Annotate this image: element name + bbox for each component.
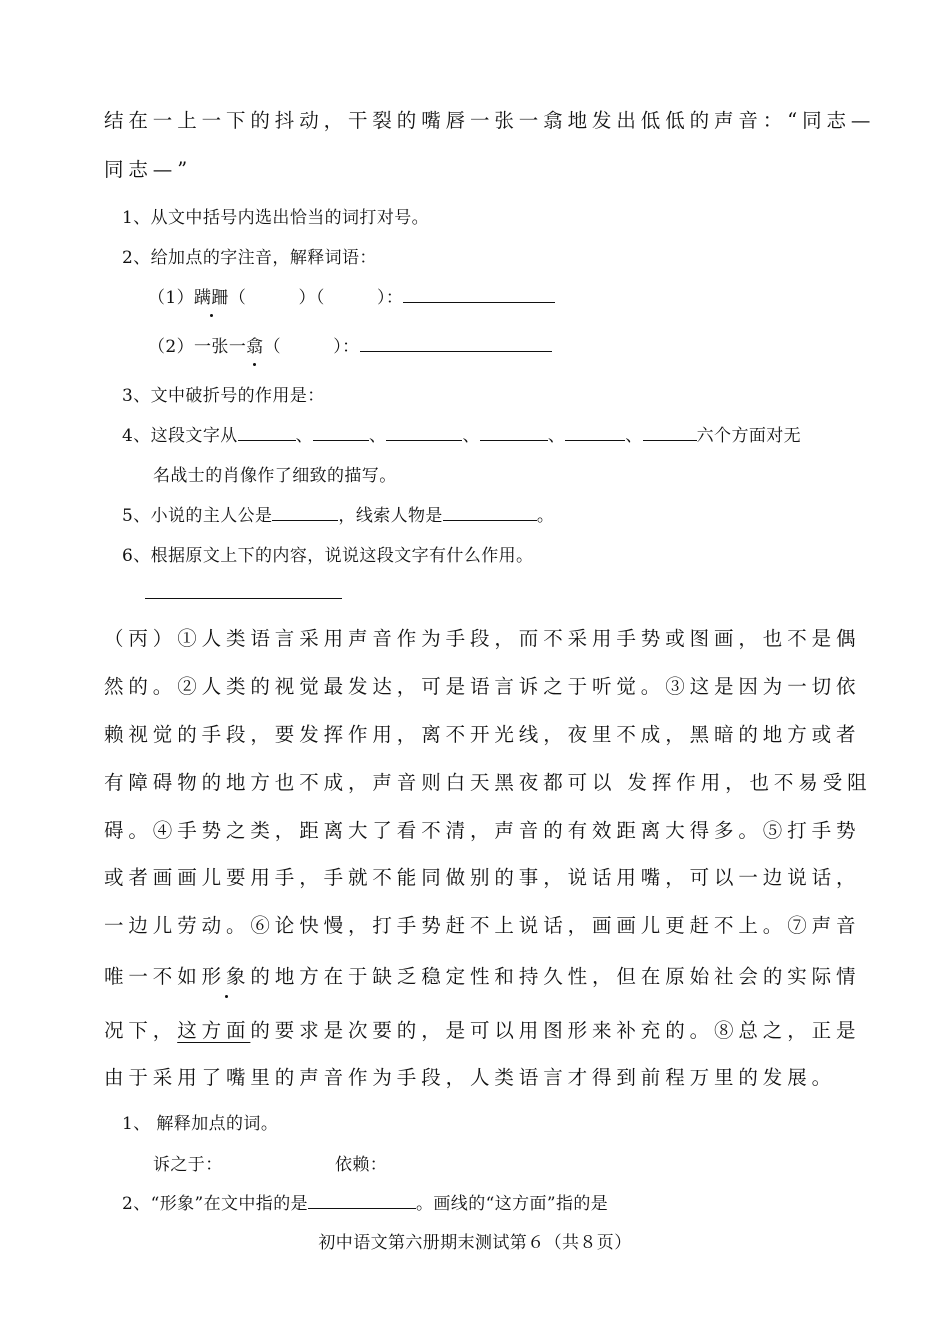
page-footer: 初中语文第六册期末测试第６（共８页） xyxy=(318,1233,632,1253)
answer-blank xyxy=(565,422,625,441)
passage-line: （丙）①人类语言采用声音作为手段，而不采用手势或图画，也不是偶 xyxy=(104,627,861,650)
question-1: 1、从文中括号内选出恰当的词打对号。 xyxy=(122,208,430,228)
passage-line: 赖视觉的手段，要发挥作用，离不开光线，夜里不成，黑暗的地方或者 xyxy=(104,723,861,746)
answer-blank xyxy=(360,333,552,352)
answer-blank xyxy=(643,422,697,441)
passage-line: 或者画画儿要用手，手就不能同做别的事，说话用嘴，可以一边说话， xyxy=(104,866,861,889)
question-3: 3、文中破折号的作用是： xyxy=(122,386,325,406)
answer-blank xyxy=(403,284,555,303)
question-2-item-2: （2）一张一翕（ ）： xyxy=(148,332,552,357)
bing-question-1-term-a: 诉之于： xyxy=(153,1155,223,1175)
question-2-item-1: （1）蹒跚（ ）（ ）： xyxy=(148,283,555,308)
dotted-char: 翕 xyxy=(246,332,263,357)
passage-line: 结在一上一下的抖动，干裂的嘴唇一张一翕地发出低低的声音：“同志— xyxy=(104,109,876,132)
dotted-word: 形象 xyxy=(202,961,251,989)
answer-blank xyxy=(238,422,296,441)
dotted-word: 蹒跚 xyxy=(194,283,229,308)
passage-line: 有障碍物的地方也不成，声音则白天黑夜都可以 发挥作用，也不易受阻 xyxy=(104,771,872,794)
passage-line: 碍。④手势之类，距离大了看不清，声音的有效距离大得多。⑤打手势 xyxy=(104,819,861,842)
answer-blank xyxy=(443,502,537,521)
passage-line: 同志—” xyxy=(104,158,193,181)
answer-blank xyxy=(272,502,338,521)
answer-line xyxy=(145,598,342,599)
passage-line: 由于采用了嘴里的声音作为手段，人类语言才得到前程万里的发展。 xyxy=(104,1066,837,1089)
answer-blank xyxy=(386,422,462,441)
bing-question-2: 2、“形象”在文中指的是 。画线的“这方面”指的是 xyxy=(122,1189,608,1214)
underlined-phrase: 这方面 xyxy=(177,1019,251,1042)
passage-line: 一边儿劳动。⑥论快慢，打手势赶不上说话，画画儿更赶不上。⑦声音 xyxy=(104,914,861,937)
question-6: 6、根据原文上下的内容，说说这段文字有什么作用。 xyxy=(122,546,534,566)
passage-line: 唯一不如形象的地方在于缺乏稳定性和持久性，但在原始社会的实际情 xyxy=(104,961,860,989)
question-4: 4、这段文字从 、 、 、 、 、 六个方面对无 xyxy=(122,421,801,446)
question-2: 2、给加点的字注音，解释词语： xyxy=(122,248,377,268)
passage-line: 然的。②人类的视觉最发达，可是语言诉之于听觉。③这是因为一切依 xyxy=(104,675,861,698)
question-5: 5、小说的主人公是 ，线索人物是 。 xyxy=(122,501,554,526)
answer-blank xyxy=(313,422,369,441)
answer-blank xyxy=(480,422,548,441)
passage-line: 况下，这方面的要求是次要的，是可以用图形来补充的。⑧总之，正是 xyxy=(104,1019,861,1042)
bing-question-1: 1、 解释加点的词。 xyxy=(122,1114,279,1134)
answer-blank xyxy=(308,1190,416,1209)
question-4-continued: 名战士的肖像作了细致的描写。 xyxy=(153,466,397,486)
bing-question-1-term-b: 依赖： xyxy=(335,1155,388,1175)
